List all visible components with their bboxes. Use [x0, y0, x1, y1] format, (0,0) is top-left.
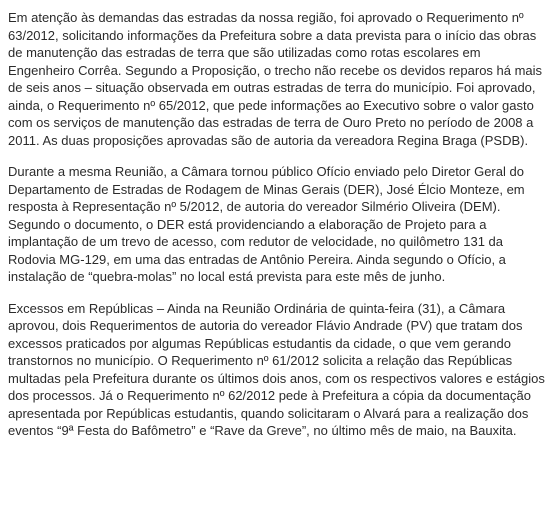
paragraph-republicas: Excessos em Repúblicas – Ainda na Reunião Ordinária de quinta-feira (31), a Câmara aprovou, dois Requerimentos de autoria do vereador Flávio Andrade (PV) que tratam dos excessos praticados por algumas Repúblicas estudantis da cidade, o que vem gerando transtornos no município. O Requerimento nº 61/2012 solicita a relação das Repúblicas multadas pela Prefeitura durante os últimos dois anos, com os respectivos valores e estágios dos processos. Já o Requerimento nº 62/2012 pede à Prefeitura a cópia da documentação apresentada por Repúblicas estudantis, quando solicitaram o Alvará para a realização dos eventos “9ª Festa do Bafômetro” e “Rave da Greve”, no último mês de maio, na Bauxita.: [8, 300, 545, 438]
paragraph-der-oficio: Durante a mesma Reunião, a Câmara tornou público Ofício enviado pelo Diretor Geral do Departamento de Estradas de Rodagem de Minas Gerais (DER), José Élcio Monteze, em resposta à Representação nº 5/2012, de autoria do vereador Silmério Oliveira (DEM). Segundo o documento, o DER está providenciando a elaboração de Projeto para a implantação de um trevo de acesso, com redutor de velocidade, no quilômetro 131 da Rodovia MG-129, em uma das entradas de Antônio Pereira. Ainda segundo o Ofício, a instalação de “quebra-molas” no local está prevista para este mês de junho.: [8, 164, 525, 284]
paragraph-estradas: Em atenção às demandas das estradas da nossa região, foi aprovado o Requerimento nº 63/2012, solicitando informações da Prefeitura sobre a data prevista para o início das obras de manutenção das estradas de terra que são utilizadas como rotas escolares em Engenheiro Corrêa. Segundo a Proposição, o trecho não recebe os devidos reparos há mais de seis anos – situação observada em outras estradas de terra do município. Foi aprovado, ainda, o Requerimento nº 65/2012, que pede informações ao Executivo sobre o valor gasto com os serviços de manutenção das estradas de terra de Ouro Preto no período de 2008 a 2011. As duas proposições aprovadas são de autoria da vereadora Regina Braga (PSDB).: [8, 10, 543, 148]
